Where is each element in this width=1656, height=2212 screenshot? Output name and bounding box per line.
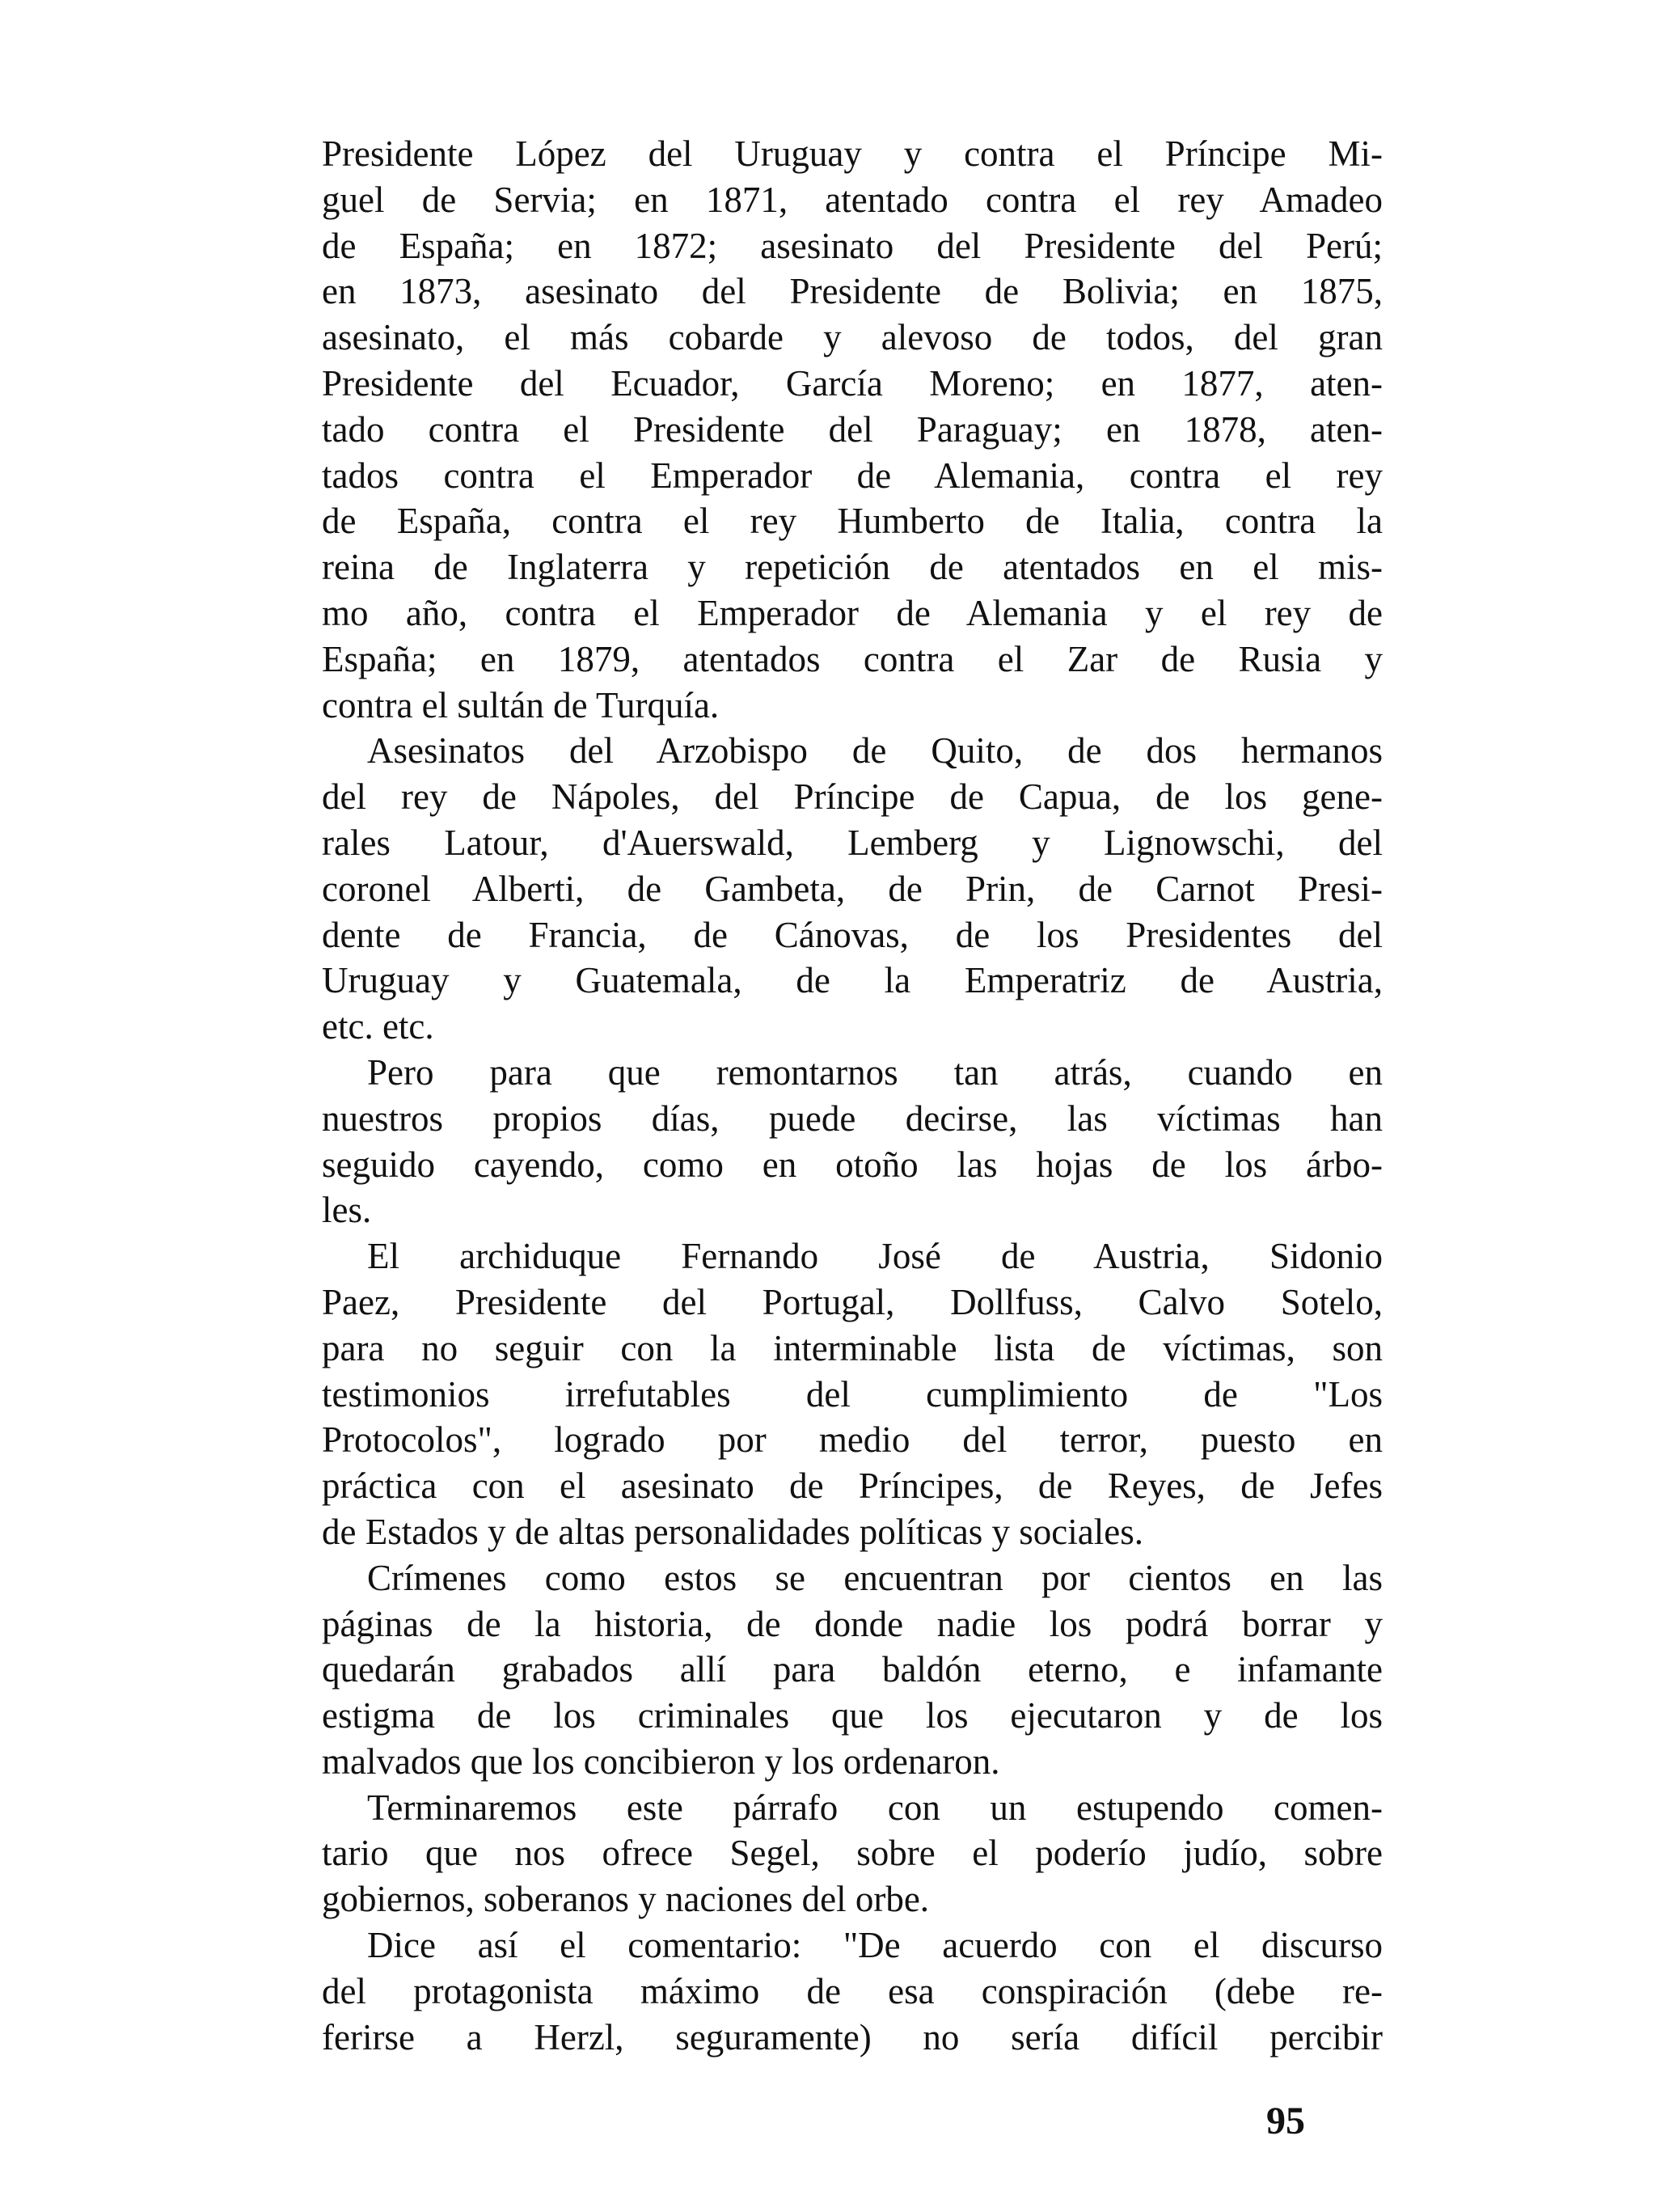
paragraph	[322, 1555, 1383, 1785]
text-line: del protagonista máximo de esa conspiración (debe re-	[322, 1970, 1383, 2011]
text-line: Protocolos", logrado por medio del terror, puesto en	[322, 1419, 1383, 1461]
text-line: etc. etc.	[322, 1006, 434, 1047]
text-line: ferirse a Herzl, seguramente) no sería difícil percibir	[322, 2016, 1383, 2058]
text-line: Pero para que remontarnos tan atrás, cuando en	[367, 1051, 1383, 1093]
text-line: coronel Alberti, de Gambeta, de Prin, de Carnot Presi-	[322, 868, 1383, 909]
text-line: Asesinatos del Arzobispo de Quito, de dos hermanos	[367, 730, 1383, 772]
text-line: práctica con el asesinato de Príncipes, de Reyes, de Jefes	[322, 1466, 1383, 1507]
text-line: seguido cayendo, como en otoño las hojas de los árbo-	[322, 1144, 1383, 1185]
text-line: Terminaremos este párrafo con un estupendo comen-	[367, 1787, 1383, 1828]
text-line: para no seguir con la interminable lista de víctimas, son	[322, 1327, 1383, 1368]
text-line: España; en 1879, atentados contra el Zar de Rusia y	[322, 638, 1383, 679]
text-line: en 1873, asesinato del Presidente de Bolivia; en 1875,	[322, 271, 1383, 312]
text-line: rales Latour, d'Auerswald, Lemberg y Lignowschi, del	[322, 822, 1383, 863]
body-text	[322, 131, 1383, 2060]
text-line: Uruguay y Guatemala, de la Emperatriz de Austria,	[322, 960, 1383, 1001]
text-line: guel de Servia; en 1871, atentado contra el rey Amadeo	[322, 179, 1383, 220]
text-line: dente de Francia, de Cánovas, de los Presidentes del	[322, 914, 1383, 955]
text-line: Presidente López del Uruguay y contra el Príncipe Mi-	[322, 133, 1383, 174]
text-line: asesinato, el más cobarde y alevoso de todos, del gran	[322, 317, 1383, 358]
text-line: de Estados y de altas personalidades políticas y sociales.	[322, 1511, 1143, 1552]
text-line: gobiernos, soberanos y naciones del orbe.	[322, 1879, 930, 1920]
paragraph	[322, 1233, 1383, 1555]
paragraph	[322, 728, 1383, 1050]
text-line: testimonios irrefutables del cumplimiento de "Los	[322, 1373, 1383, 1415]
text-line: Presidente del Ecuador, García Moreno; en 1877, aten-	[322, 362, 1383, 404]
text-line: les.	[322, 1190, 372, 1231]
text-line: reina de Inglaterra y repetición de atentados en el mis-	[322, 547, 1383, 588]
text-line: del rey de Nápoles, del Príncipe de Capua, de los gene-	[322, 776, 1383, 818]
text-line: malvados que los concibieron y los ordenaron.	[322, 1740, 1000, 1782]
text-line: tados contra el Emperador de Alemania, contra el rey	[322, 455, 1383, 496]
paragraph	[322, 1922, 1383, 2060]
text-line: Crímenes como estos se encuentran por cientos en las	[367, 1557, 1383, 1598]
text-line: de España, contra el rey Humberto de Italia, contra la	[322, 501, 1383, 542]
text-line: de España; en 1872; asesinato del Presidente del Perú;	[322, 225, 1383, 266]
text-line: tario que nos ofrece Segel, sobre el poderío judío, sobre	[322, 1833, 1383, 1874]
text-line: estigma de los criminales que los ejecutaron y de los	[322, 1695, 1383, 1736]
text-line: Paez, Presidente del Portugal, Dollfuss, Calvo Sotelo,	[322, 1281, 1383, 1322]
paragraph	[322, 1785, 1383, 1922]
text-line: páginas de la historia, de donde nadie los podrá borrar y	[322, 1603, 1383, 1644]
text-line: Dice así el comentario: "De acuerdo con el discurso	[367, 1925, 1383, 1966]
text-line: contra el sultán de Turquía.	[322, 684, 720, 725]
text-line: tado contra el Presidente del Paraguay; en 1878, aten-	[322, 408, 1383, 450]
text-line: quedarán grabados allí para baldón eterno, e infamante	[322, 1649, 1383, 1690]
paragraph	[322, 131, 1383, 728]
text-line: mo año, contra el Emperador de Alemania y el rey de	[322, 592, 1383, 633]
paragraph	[322, 1050, 1383, 1233]
page-number: 95	[1266, 2100, 1305, 2142]
text-line: El archiduque Fernando José de Austria, Sidonio	[367, 1236, 1383, 1277]
text-line: nuestros propios días, puede decirse, las víctimas han	[322, 1098, 1383, 1139]
